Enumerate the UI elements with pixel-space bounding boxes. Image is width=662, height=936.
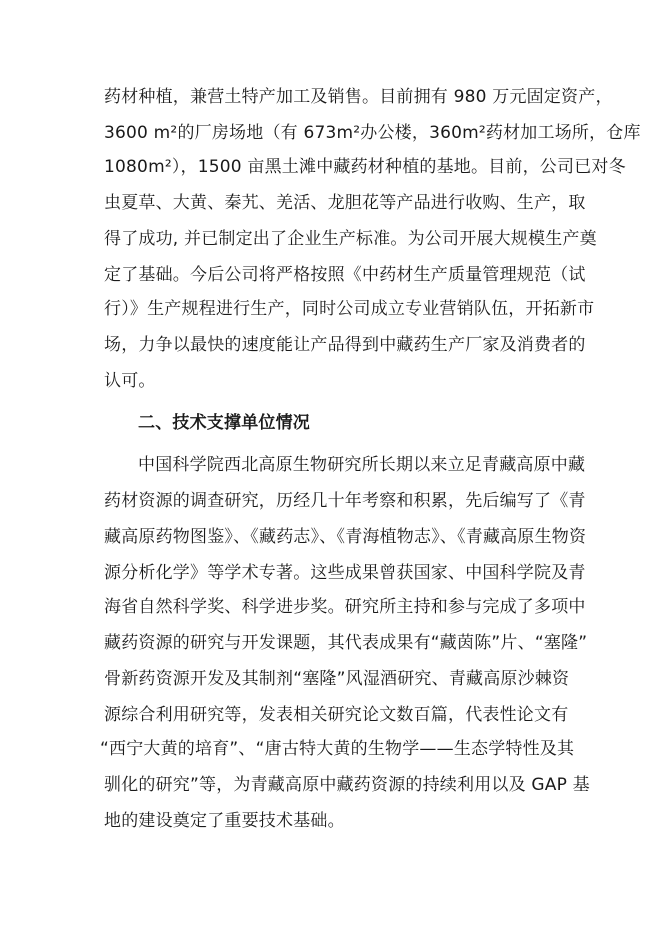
text-line: 源分析化学》等学术专著。这些成果曾获国家、中国科学院及青	[104, 563, 586, 583]
text-line: 药材种植，兼营土特产加工及销售。目前拥有 980 万元固定资产，	[104, 87, 613, 107]
text-line: 中国科学院西北高原生物研究所长期以来立足青藏高原中藏	[138, 455, 586, 475]
text-line: 得了成功, 并已制定出了企业生产标准。为公司开展大规模生产奠	[104, 229, 597, 249]
text-line: 场，力争以最快的速度能让产品得到中藏药生产厂家及消费者的	[104, 335, 586, 355]
text-line: 骨新药资源开发及其制剂“塞隆”风湿酒研究、青藏高原沙棘资	[104, 669, 570, 689]
text-line: 定了基础。今后公司将严格按照《中药材生产质量管理规范（试	[104, 265, 586, 285]
text-line: 海省自然科学奖、科学进步奖。研究所主持和参与完成了多项中	[104, 597, 586, 617]
text-line: 虫夏草、大黄、秦艽、羌活、龙胆花等产品进行收购、生产，取	[104, 193, 586, 213]
section-heading: 二、技术支撑单位情况	[138, 413, 310, 433]
text-line: “西宁大黄的培育”、“唐古特大黄的生物学——生态学特性及其	[100, 739, 575, 759]
text-line: 行）》生产规程进行生产，同时公司成立专业营销队伍，开拓新市	[104, 299, 595, 319]
text-line: 认可。	[104, 371, 156, 391]
text-line: 地的建设奠定了重要技术基础。	[104, 811, 345, 831]
text-line: 药材资源的调查研究，历经几十年考察和积累，先后编写了《青	[104, 491, 586, 511]
text-line: 源综合利用研究等，发表相关研究论文数百篇，代表性论文有	[104, 705, 569, 725]
text-line: 3600 m²的厂房场地（有 673m²办公楼，360m²药材加工场所，仓库	[104, 123, 641, 143]
text-line: 藏药资源的研究与开发课题，其代表成果有“藏茵陈”片、“塞隆”	[104, 633, 588, 653]
text-line: 1080m²），1500 亩黑土滩中藏药材种植的基地。目前，公司已对冬	[104, 157, 626, 177]
text-line: 藏高原药物图鉴》、《藏药志》、《青海植物志》、《青藏高原生物资	[104, 527, 587, 547]
text-line: 驯化的研究”等，为青藏高原中藏药资源的持续利用以及 GAP 基	[104, 775, 590, 795]
